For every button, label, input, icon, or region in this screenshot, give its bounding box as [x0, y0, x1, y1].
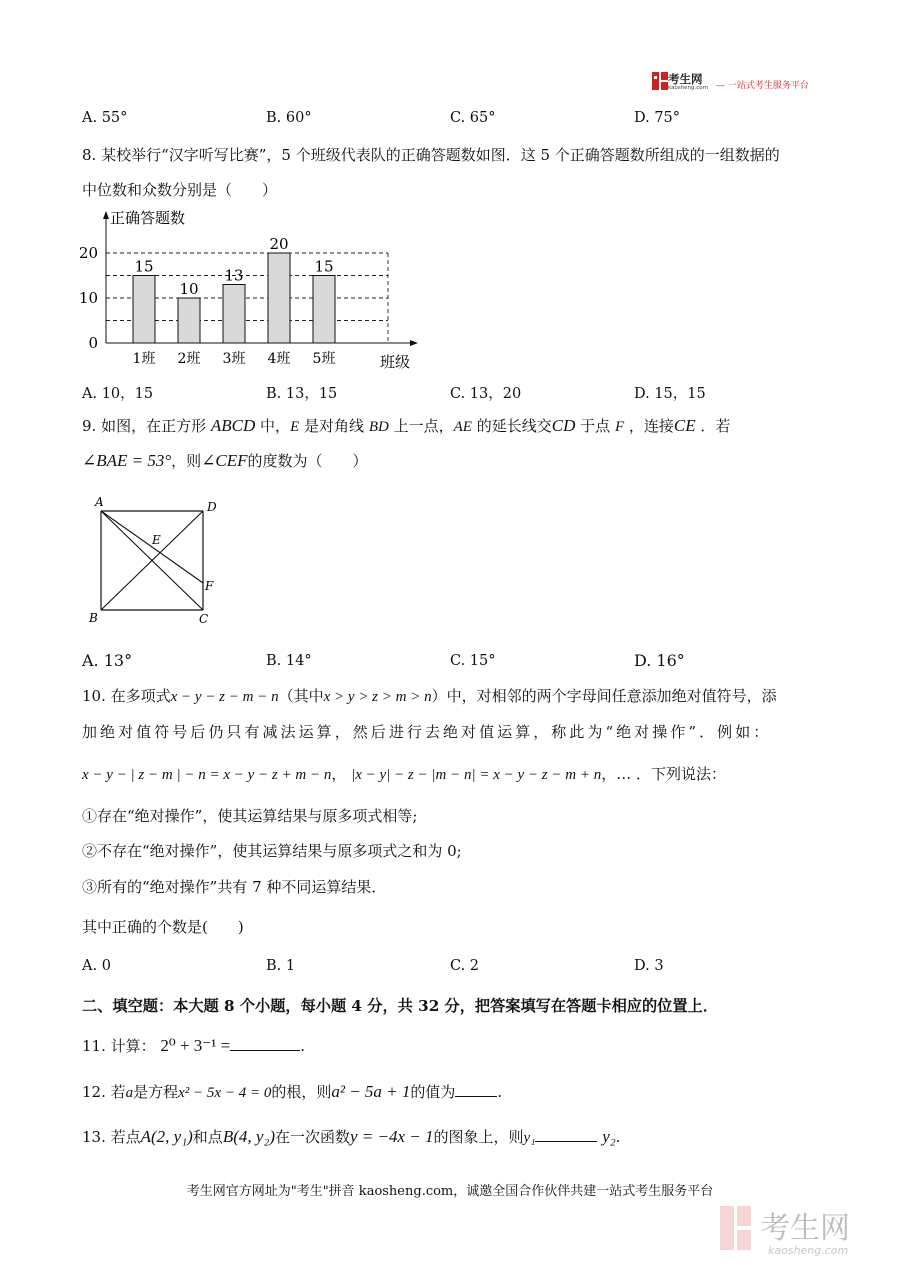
chart-data-label: 10	[179, 280, 199, 298]
q11: 11. 计算： 2⁰ + 3⁻¹ = .	[82, 1036, 305, 1055]
chart-bar	[268, 253, 290, 343]
q7-option-d: D. 75°	[634, 110, 681, 126]
q8-bar-chart	[70, 205, 430, 380]
q8-option-a: A. 10，15	[82, 386, 154, 402]
q10-statement-3: ③所有的“绝对操作”共有 7 种不同运算结果．	[82, 878, 387, 896]
chart-category-label: 4班	[267, 351, 291, 367]
chart-data-label: 13	[224, 266, 244, 285]
q9-option-d: D. 16°	[634, 651, 685, 670]
q10-option-c: C. 2	[450, 958, 480, 974]
chart-y-label: 正确答题数	[110, 209, 186, 227]
chart-category-label: 3班	[222, 351, 246, 367]
q8-option-d: D. 15，15	[634, 386, 706, 402]
chart-bar	[178, 298, 200, 343]
svg-text:考生网: 考生网	[760, 1211, 850, 1246]
q10-statement-2: ②不存在“绝对操作”，使其运算结果与原多项式之和为 0;	[82, 842, 462, 860]
q8-option-b: B. 13，15	[266, 386, 338, 402]
q12-answer-blank	[455, 1082, 497, 1097]
chart-bar	[133, 276, 155, 344]
q9-option-b: B. 14°	[266, 653, 312, 669]
q10-option-a: A. 0	[82, 958, 111, 974]
q13: 13. 若点A(2, y₁)和点B(4, y₂)在一次函数y = −4x − 1的图象上，则y₁ y₂.	[82, 1127, 621, 1146]
q13-answer-blank	[535, 1127, 597, 1142]
footer: 考生网官方网址为"考生"拼音 kaosheng.com，诚邀全国合作伙伴共建一站式考生服务平台	[186, 1184, 714, 1199]
q9-line2: ∠BAE = 53°，则∠CEF的度数为（ ）	[82, 451, 368, 470]
label-b: B	[89, 611, 98, 625]
kaosheng-logo-icon	[652, 72, 668, 90]
header-url: kaosheng.com	[668, 85, 709, 91]
watermark-logo	[720, 1200, 890, 1260]
label-e: E	[152, 533, 161, 547]
q9-square-figure	[85, 495, 230, 630]
q9-line1: 9. 如图，在正方形 ABCD 中，E 是对角线 BD 上一点，AE 的延长线交CD 于点 F ，连接CE ．若	[82, 416, 731, 435]
chart-category-label: 5班	[312, 351, 336, 367]
q10-ask: 其中正确的个数是( )	[82, 918, 244, 936]
chart-data-label: 15	[314, 257, 334, 276]
section2-heading: 二、填空题：本大题 8 个小题，每小题 4 分，共 32 分，把答案填写在答题卡相应的位置上．	[82, 997, 718, 1015]
header-slogan: — 一站式考生服务平台	[716, 81, 809, 91]
chart-category-label: 2班	[177, 351, 201, 367]
label-f: F	[205, 579, 214, 593]
q10-line1: 10. 在多项式x − y − z − m − n（其中x > y > z > m > n）中，对相邻的两个字母间任意添加绝对值符号，添	[82, 687, 777, 705]
q10-line2: 加绝对值符号后仍只有减法运算，然后进行去绝对值运算，称此为“绝对操作”．例如：	[82, 723, 772, 741]
chart-y-tick: 20	[78, 244, 98, 262]
chart-y-tick: 10	[78, 289, 98, 307]
q7-option-b: B. 60°	[266, 110, 312, 126]
q10-option-b: B. 1	[266, 958, 296, 974]
chart-bar	[313, 276, 335, 344]
q8-option-c: C. 13，20	[450, 386, 522, 402]
q10-statement-1: ①存在“绝对操作”，使其运算结果与原多项式相等;	[82, 807, 418, 825]
chart-data-label: 15	[134, 257, 154, 276]
q9-option-a: A. 13°	[82, 651, 133, 670]
q10-option-d: D. 3	[634, 958, 664, 974]
svg-text:kaosheng.com: kaosheng.com	[768, 1244, 849, 1257]
label-d: D	[207, 500, 217, 514]
q7-option-c: C. 65°	[450, 110, 496, 126]
chart-bar	[223, 285, 245, 344]
chart-category-label: 1班	[132, 351, 156, 367]
chart-y-tick: 0	[88, 334, 98, 352]
q7-option-a: A. 55°	[82, 110, 128, 126]
q11-answer-blank	[230, 1036, 300, 1051]
q8-line2: 中位数和众数分别是（ ）	[82, 181, 278, 199]
label-a: A	[95, 495, 104, 509]
label-c: C	[199, 612, 209, 626]
chart-x-label: 班级	[380, 353, 411, 371]
q12: 12. 若a是方程x² − 5x − 4 = 0的根，则a² − 5a + 1的值为 .	[82, 1082, 503, 1101]
chart-data-label: 20	[269, 235, 289, 253]
line-af	[101, 511, 203, 583]
q10-examples: x − y − | z − m | − n = x − y − z + m − n， |x − y| − z − |m − n| = x − y − z − m + n，… ．下列说法：	[82, 765, 726, 783]
header-brand: 考生网	[668, 72, 703, 86]
q9-option-c: C. 15°	[450, 653, 496, 669]
q8-line1: 8. 某校举行“汉字听写比赛”，5 个班级代表队的正确答题数如图．这 5 个正确答题数所组成的一组数据的	[82, 146, 780, 164]
chart-y-arrow	[103, 211, 109, 219]
chart-x-arrow	[410, 340, 418, 346]
